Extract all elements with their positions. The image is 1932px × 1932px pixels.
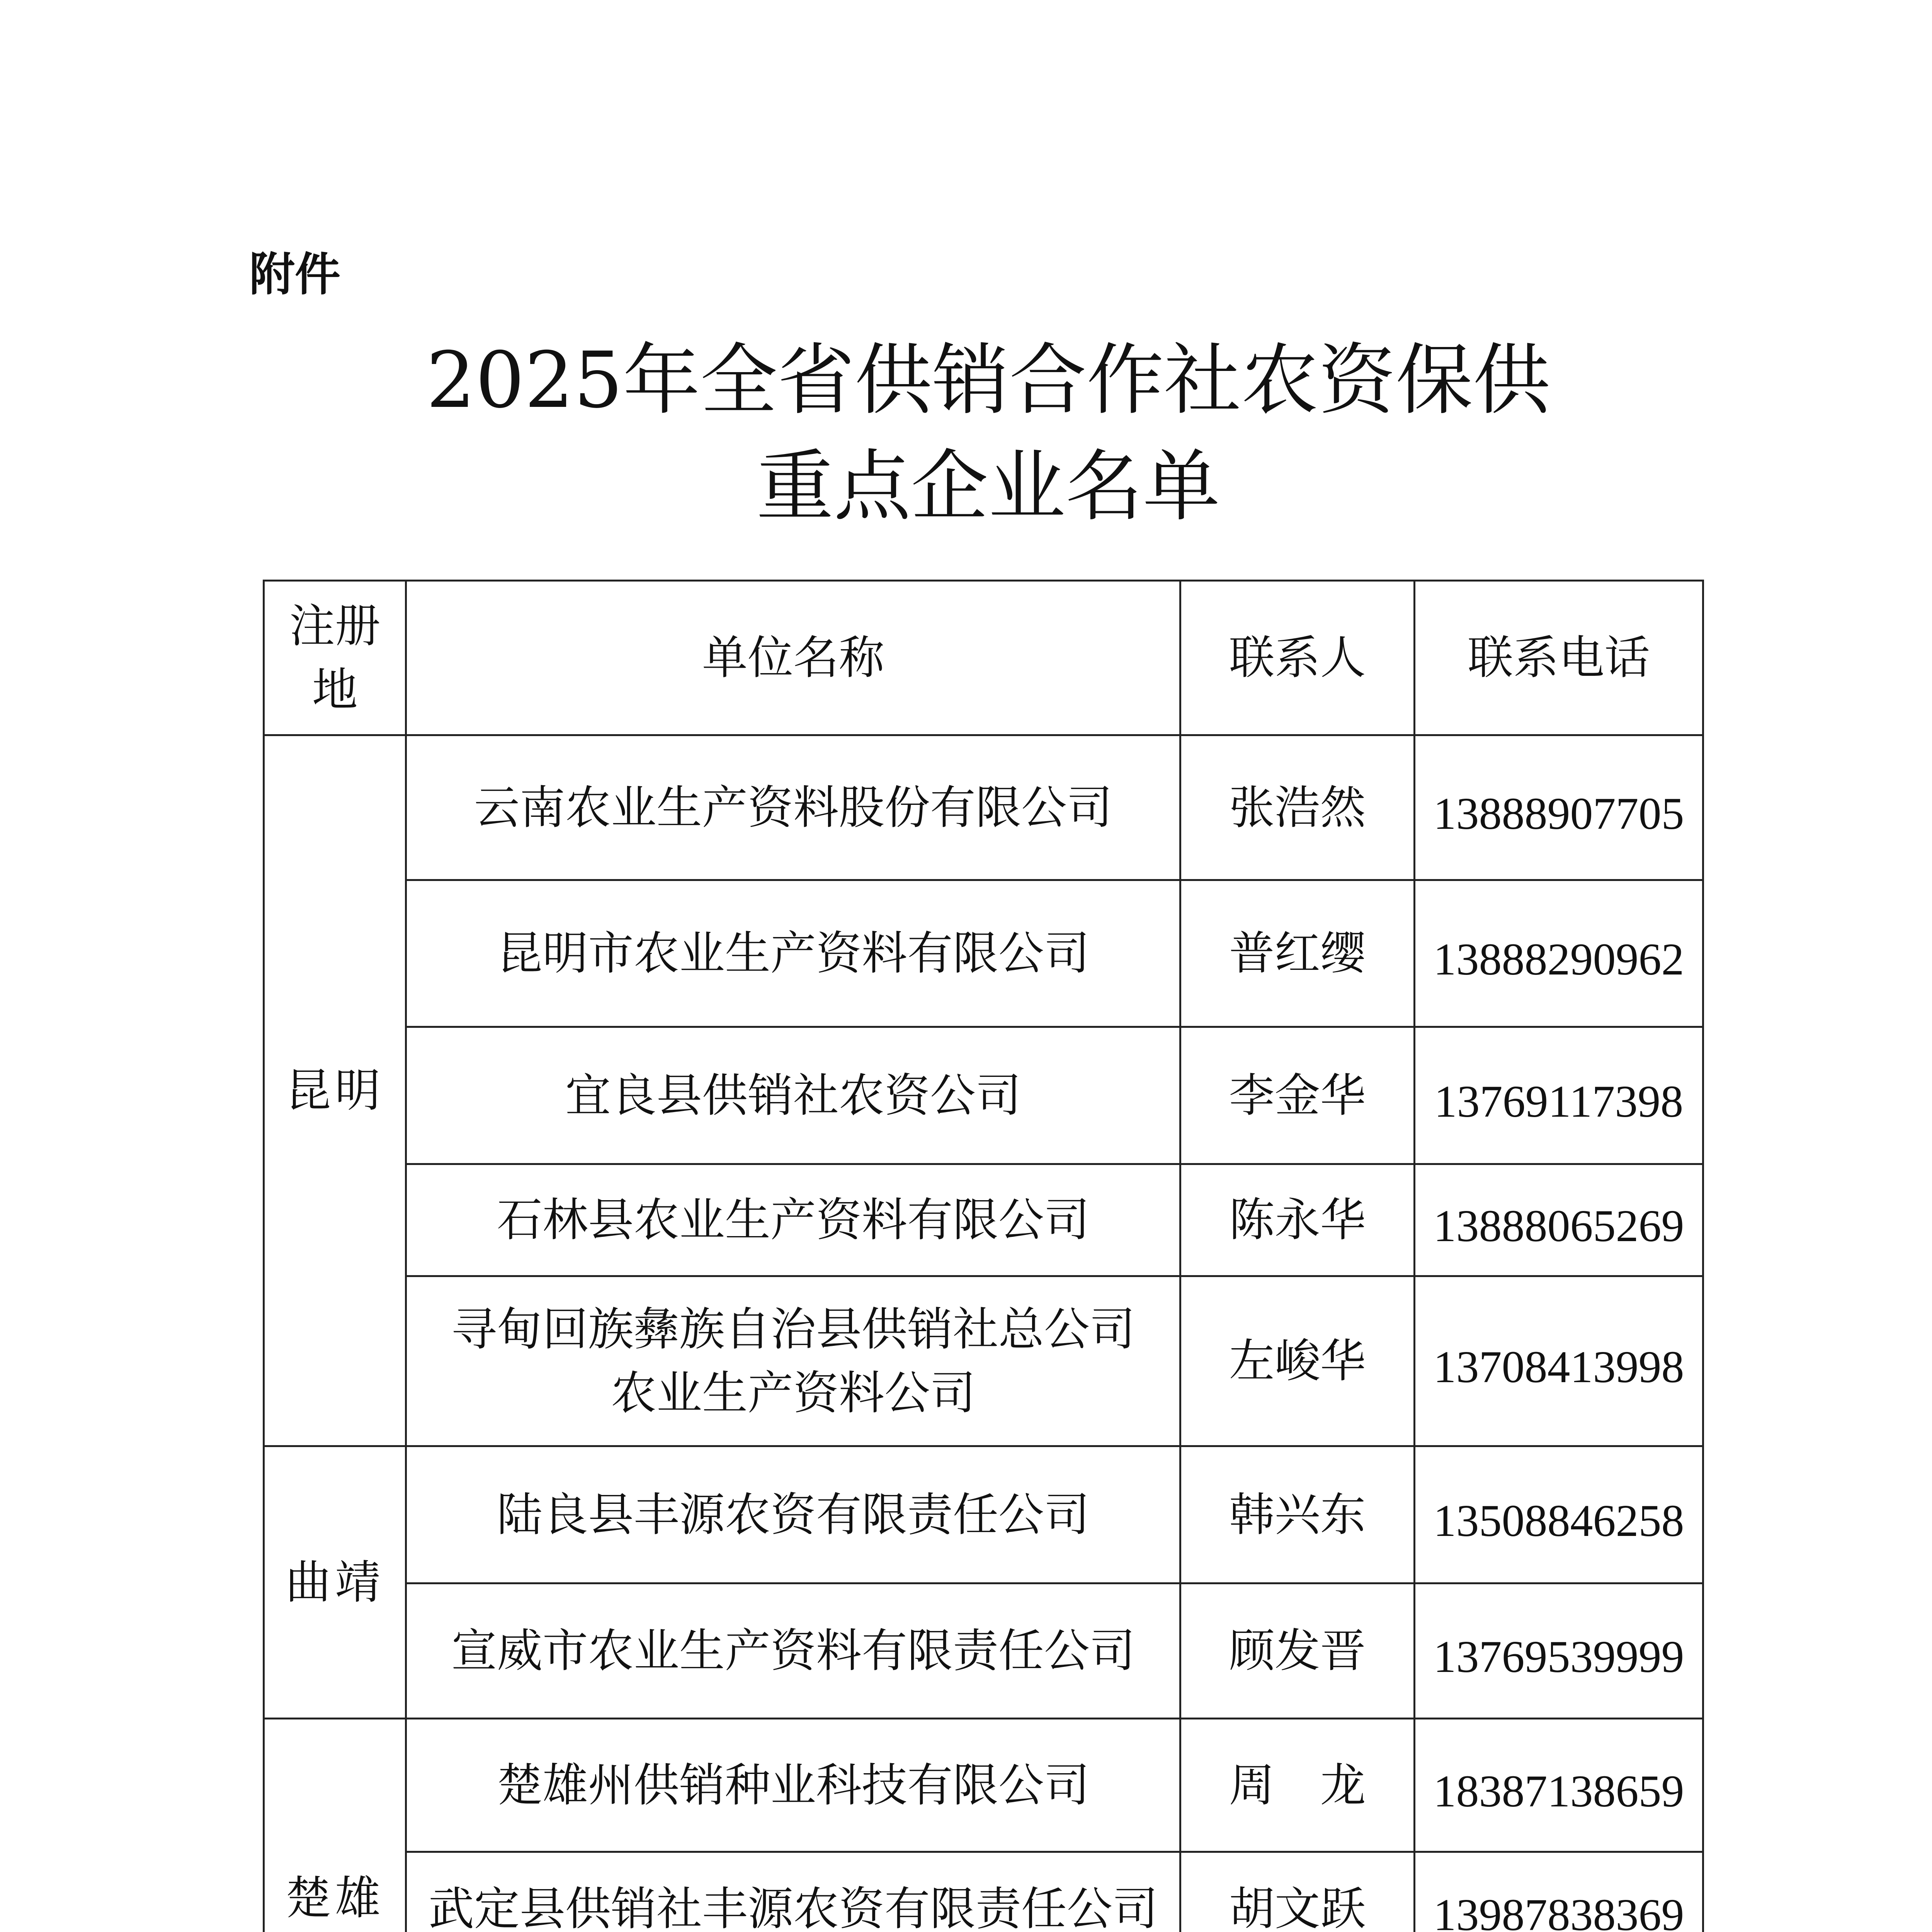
unit-name-cell: 宜良县供销社农资公司 — [406, 1027, 1180, 1164]
attachment-label: 附件 — [249, 248, 341, 301]
table-row — [264, 1446, 1703, 1583]
region-cell: 楚雄 — [264, 1719, 406, 1932]
contact-cell: 胡文跃 — [1180, 1852, 1415, 1932]
unit-name-cell: 陆良县丰源农资有限责任公司 — [406, 1446, 1180, 1583]
phone-cell: 13769539999 — [1414, 1583, 1703, 1719]
unit-name-cell: 武定县供销社丰源农资有限责任公司 — [406, 1852, 1180, 1932]
document-title-line1: 2025年全省供销合作社农资保供 — [426, 335, 1550, 425]
table-header-row — [264, 581, 1703, 735]
region-cell: 昆明 — [264, 735, 406, 1446]
unit-name-cell — [406, 1276, 1180, 1446]
phone-cell: 13708413998 — [1414, 1276, 1703, 1446]
unit-name-line1: 寻甸回族彝族自治县供销社总公司 — [451, 1302, 1135, 1356]
contact-cell: 张浩然 — [1180, 735, 1415, 880]
unit-name-cell: 楚雄州供销种业科技有限公司 — [406, 1719, 1180, 1852]
contact-cell: 李金华 — [1180, 1027, 1415, 1164]
contact-cell: 周 龙 — [1180, 1719, 1415, 1852]
unit-name-cell: 昆明市农业生产资料有限公司 — [406, 880, 1180, 1027]
table-row — [264, 735, 1703, 880]
table-row — [264, 880, 1703, 1027]
region-cell: 曲靖 — [264, 1446, 406, 1719]
contact-cell: 左峻华 — [1180, 1276, 1415, 1446]
phone-cell: 13888907705 — [1414, 735, 1703, 880]
table-row — [264, 1852, 1703, 1932]
header-phone: 联系电话 — [1414, 581, 1703, 735]
contact-cell: 韩兴东 — [1180, 1446, 1415, 1583]
unit-name-cell: 宣威市农业生产资料有限责任公司 — [406, 1583, 1180, 1719]
header-region: 注册地 — [264, 581, 406, 735]
phone-cell: 13508846258 — [1414, 1446, 1703, 1583]
phone-cell: 13888290962 — [1414, 880, 1703, 1027]
phone-cell: 13769117398 — [1414, 1027, 1703, 1164]
table-row — [264, 1276, 1703, 1446]
phone-cell: 13987838369 — [1414, 1852, 1703, 1932]
phone-cell: 18387138659 — [1414, 1719, 1703, 1852]
table-row — [264, 1583, 1703, 1719]
table-row — [264, 1164, 1703, 1276]
phone-cell: 13888065269 — [1414, 1164, 1703, 1276]
header-contact: 联系人 — [1180, 581, 1415, 735]
unit-name-cell: 石林县农业生产资料有限公司 — [406, 1164, 1180, 1276]
unit-name-cell: 云南农业生产资料股份有限公司 — [406, 735, 1180, 880]
table-row — [264, 1027, 1703, 1164]
header-unit-name: 单位名称 — [406, 581, 1180, 735]
contact-cell: 陈永华 — [1180, 1164, 1415, 1276]
contact-cell: 顾发晋 — [1180, 1583, 1415, 1719]
document-title-line2: 重点企业名单 — [756, 442, 1220, 532]
unit-name-line2: 农业生产资料公司 — [611, 1366, 976, 1420]
table-row — [264, 1719, 1703, 1852]
enterprise-table — [263, 580, 1704, 1932]
contact-cell: 普红缨 — [1180, 880, 1415, 1027]
